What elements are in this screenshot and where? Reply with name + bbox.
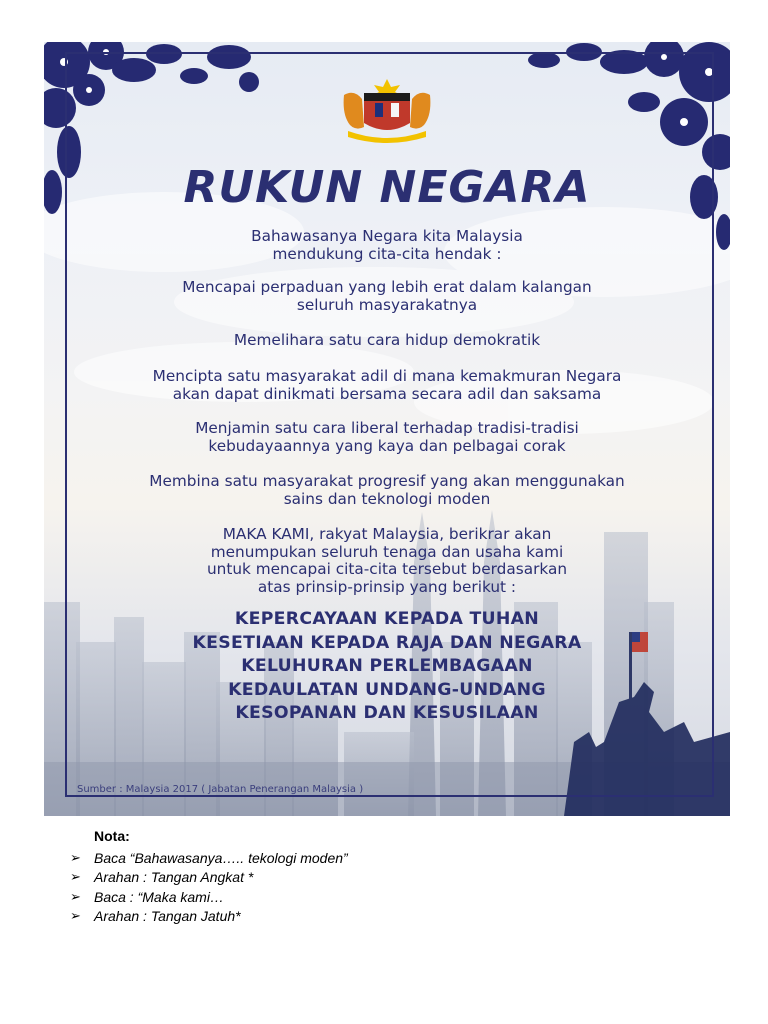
aim-1-text: Mencapai perpaduan yang lebih erat dalam kalangan seluruh masyarakatnya xyxy=(182,278,592,314)
arrow-bullet-icon: ➢ xyxy=(70,869,81,885)
source-caption: Sumber : Malaysia 2017 ( Jabatan Penerangan Malaysia ) xyxy=(77,784,364,795)
list-item: ➢ Baca : “Maka kami… xyxy=(70,888,224,905)
rukun-negara-poster xyxy=(44,42,730,816)
poster-title: RUKUN NEGARA xyxy=(183,162,591,213)
pledge-text: MAKA KAMI, rakyat Malaysia, berikrar akan menumpukan seluruh tenaga dan usaha kami untuk mencapai cita-cita tersebut berdasarkan atas prinsip-prinsip yang berikut : xyxy=(206,525,568,596)
arrow-bullet-icon: ➢ xyxy=(70,888,81,904)
arrow-bullet-icon: ➢ xyxy=(70,908,81,924)
notes-section xyxy=(70,826,348,926)
arrow-bullet-icon: ➢ xyxy=(70,849,81,865)
notes-list xyxy=(70,848,348,926)
aim-4-text: Menjamin satu cara liberal terhadap tradisi-tradisi kebudayaannya yang kaya dan pelbagai corak xyxy=(195,419,579,455)
malaysia-coat-of-arms-icon xyxy=(334,77,440,143)
list-item: ➢ Arahan : Tangan Angkat * xyxy=(70,869,254,886)
list-item: ➢ Baca “Bahawasanya….. tekologi moden” xyxy=(70,849,348,866)
aim-3-text: Mencipta satu masyarakat adil di mana kemakmuran Negara akan dapat dinikmati bersama secara adil dan saksama xyxy=(152,367,622,403)
intro-text: Bahawasanya Negara kita Malaysia mendukung cita-cita hendak : xyxy=(251,227,523,263)
list-item: ➢ Arahan : Tangan Jatuh* xyxy=(70,908,241,925)
principle-5: KESOPANAN DAN KESUSILAAN xyxy=(235,703,539,723)
principle-3: KELUHURAN PERLEMBAGAAN xyxy=(241,656,533,676)
notes-title: Nota: xyxy=(94,828,130,844)
principles-list xyxy=(44,608,730,726)
aim-2-text: Memelihara satu cara hidup demokratik xyxy=(233,331,541,349)
principle-4: KEDAULATAN UNDANG-UNDANG xyxy=(228,679,546,700)
aim-5-text: Membina satu masyarakat progresif yang akan menggunakan sains dan teknologi moden xyxy=(149,472,625,508)
principle-1: KEPERCAYAAN KEPADA TUHAN xyxy=(234,609,540,629)
principle-2: KESETIAAN KEPADA RAJA DAN NEGARA xyxy=(192,632,582,653)
